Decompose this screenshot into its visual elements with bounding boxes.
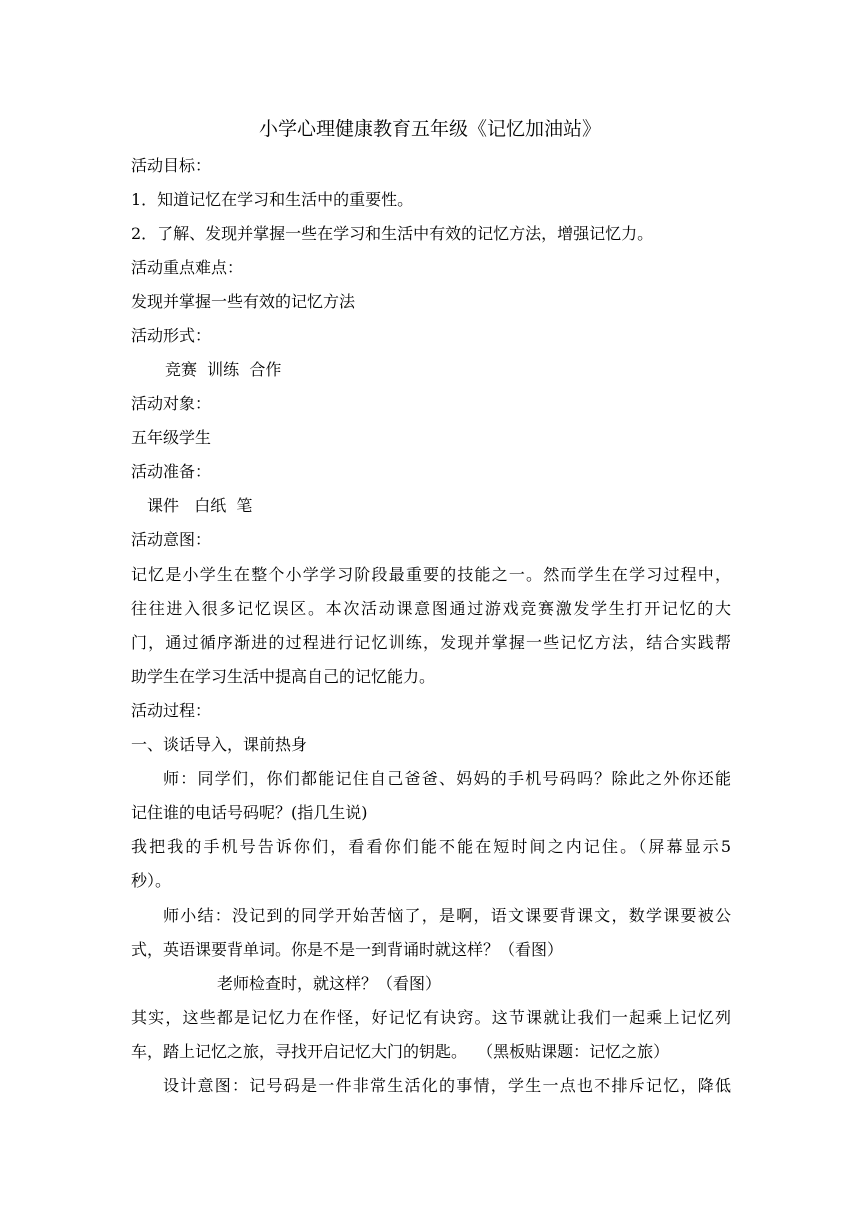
phone-number-line-2: 秒）。 bbox=[131, 871, 172, 890]
intent-paragraph-line-2: 往往进入很多记忆误区。本次活动课意图通过游戏竞赛激发学生打开记忆的大 bbox=[131, 599, 731, 618]
heading-format: 活动形式： bbox=[131, 326, 212, 345]
goal-item-1: 1．知道记忆在学习和生活中的重要性。 bbox=[131, 190, 414, 209]
goal-item-2: 2．了解、发现并掌握一些在学习和生活中有效的记忆方法，增强记忆力。 bbox=[131, 224, 654, 243]
section-heading-1: 一、谈话导入，课前热身 bbox=[131, 735, 308, 754]
audience-text: 五年级学生 bbox=[131, 428, 212, 447]
teacher-check-line: 老师检查时，就这样？（看图） bbox=[217, 974, 442, 993]
design-intent-line-1: 设计意图：记号码是一件非常生活化的事情，学生一点也不排斥记忆，降低 bbox=[163, 1076, 731, 1095]
heading-intent: 活动意图： bbox=[131, 530, 212, 549]
intent-paragraph-line-1: 记忆是小学生在整个小学学习阶段最重要的技能之一。然而学生在学习过程中， bbox=[131, 565, 731, 584]
intent-paragraph-line-3: 门，通过循序渐进的过程进行记忆训练，发现并掌握一些记忆方法，结合实践帮 bbox=[131, 633, 731, 652]
format-text: 竞赛 训练 合作 bbox=[165, 360, 282, 379]
document-title: 小学心理健康教育五年级《记忆加油站》 bbox=[258, 118, 601, 140]
teacher-dialogue-line-1: 师：同学们，你们都能记住自己爸爸、妈妈的手机号码吗？除此之外你还能 bbox=[163, 769, 731, 788]
heading-key-points: 活动重点难点： bbox=[131, 258, 244, 277]
memory-paragraph-line-1: 其实，这些都是记忆力在作怪，好记忆有诀窍。这节课就让我们一起乘上记忆列 bbox=[131, 1008, 731, 1027]
intent-paragraph-line-4: 助学生在学习生活中提高自己的记忆能力。 bbox=[131, 667, 436, 686]
heading-goals: 活动目标： bbox=[131, 156, 212, 175]
heading-preparation: 活动准备： bbox=[131, 462, 212, 481]
phone-number-line-1: 我把我的手机号告诉你们，看看你们能不能在短时间之内记住。（屏幕显示5 bbox=[131, 837, 731, 856]
memory-paragraph-line-2: 车，踏上记忆之旅，寻找开启记忆大门的钥匙。 （黑板贴课题：记忆之旅） bbox=[131, 1042, 670, 1061]
teacher-dialogue-line-2: 记住谁的电话号码呢？(指几生说) bbox=[131, 803, 368, 822]
key-points-text: 发现并掌握一些有效的记忆方法 bbox=[131, 292, 356, 311]
heading-process: 活动过程： bbox=[131, 701, 212, 720]
teacher-summary-line-1: 师小结：没记到的同学开始苦恼了，是啊，语文课要背课文，数学课要被公 bbox=[163, 906, 731, 925]
teacher-summary-line-2: 式，英语课要背单词。你是不是一到背诵时就这样？（看图） bbox=[131, 940, 564, 959]
heading-audience: 活动对象： bbox=[131, 394, 212, 413]
preparation-text: 课件 白纸 笔 bbox=[147, 496, 253, 515]
